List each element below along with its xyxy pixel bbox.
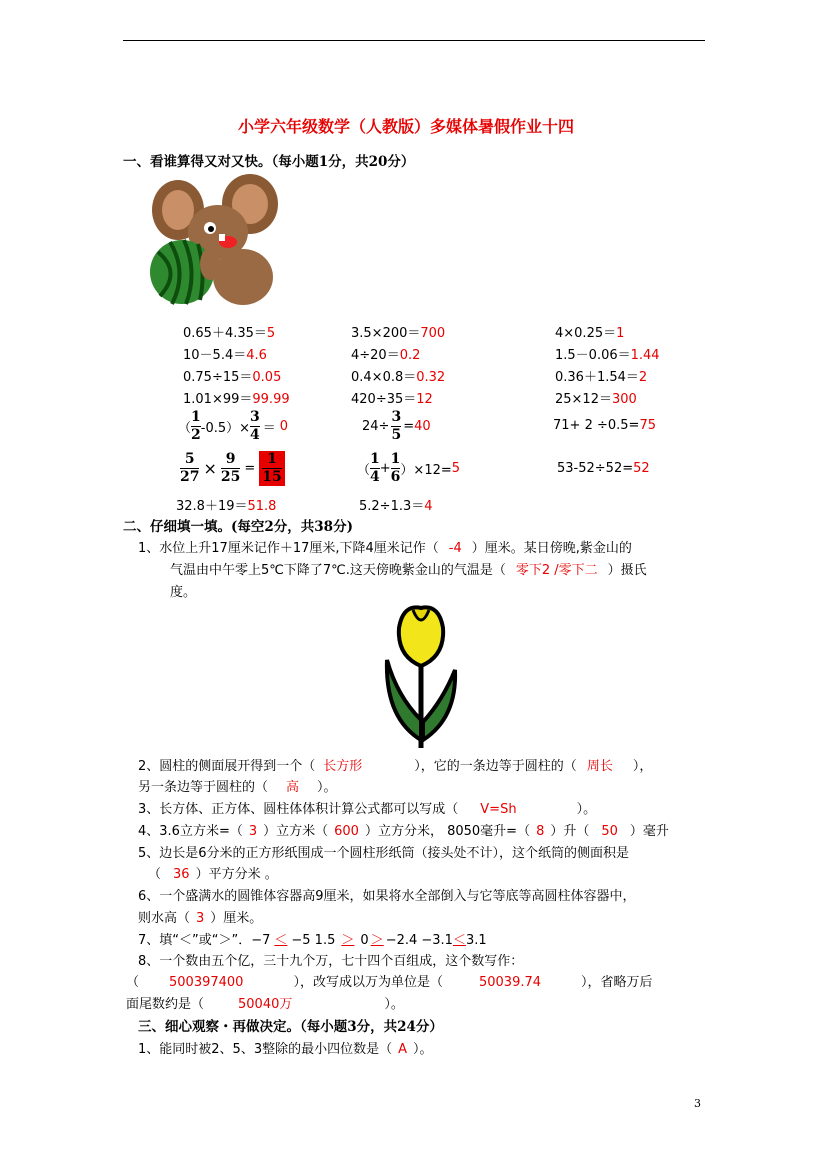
calc-item: 0.36＋1.54＝2 (555, 370, 648, 385)
header-rule (123, 40, 705, 41)
question-1-line-1: 1、水位上升17厘米记作＋17厘米,下降4厘米记作（ -4 ）厘米。某日傍晚,紫金山的 (138, 541, 632, 556)
calc-item: 0.65＋4.35＝5 (183, 326, 276, 341)
answer-fraction: $\frac{1}{15}$ (259, 451, 284, 486)
calc-item: 1.5－0.06＝1.44 (555, 348, 660, 363)
question-3: 3、长方体、正方体、圆柱体体积计算公式都可以写成（ V=Sh ）。 (138, 802, 597, 817)
section-2-heading: 二、仔细填一填。(每空2分，共38分) (123, 519, 353, 535)
calc-item: 4÷20＝0.2 (351, 348, 421, 363)
calc-item: 25×12＝300 (555, 392, 637, 407)
fraction: $\frac{9}{25}$ (220, 450, 241, 485)
calc-item: 4×0.25＝1 (555, 326, 625, 341)
question-8-line-3: 面尾数约是（ 50040万 ）。 (126, 997, 404, 1012)
calc-item: 10－5.4＝4.6 (183, 348, 267, 363)
calc-item: 5.2÷1.3＝4 (359, 499, 433, 514)
fraction: $\frac{1}{4}$ (370, 450, 380, 485)
question-1-line-3: 度。 (170, 585, 197, 600)
question-7: 7、填“＜”或“＞”．−7 ＜ −5 1.5 ＞ 0 ＞ −2.4 −3.1＜3.1 (138, 933, 487, 948)
section-3-heading: 三、细心观察・再做决定。（每小题3分，共24分） (138, 1019, 443, 1035)
fraction: $\frac{3}{4}$ (250, 408, 260, 443)
section-3-question-1: 1、能同时被2、5、3整除的最小四位数是（ A ）。 (138, 1042, 433, 1057)
question-4: 4、3.6立方米=（ 3 ）立方米（ 600 ）立方分米， 8050毫升=（ 8 ）升（ 50 ）毫升 (138, 824, 669, 839)
calc-item: 1.01×99＝99.99 (183, 392, 290, 407)
calc-item: 0.75÷15＝0.05 (183, 370, 282, 385)
page-number: 3 (694, 1097, 701, 1110)
calc-item: 32.8＋19＝51.8 (176, 499, 277, 514)
page-title: 小学六年级数学（人教版）多媒体暑假作业十四 (238, 117, 575, 136)
question-5-line-2: （ 36 ）平方分米 。 (148, 867, 278, 882)
calc-item: 420÷35＝12 (351, 392, 433, 407)
fraction-calc-item: 24÷ $\frac{3}{5}$ = 40 (362, 408, 431, 443)
question-2-line-2: 另一条边等于圆柱的（ 高 ）。 (138, 780, 337, 795)
section-1-heading: 一、看谁算得又对又快。（每小题1分，共20分） (123, 154, 415, 170)
calc-item: 71+ 2 ÷0.5=75 (553, 418, 656, 433)
question-8-line-2: （ 500397400 ），改写成以万为单位是（ 50039.74 ），省略万后 (126, 975, 653, 990)
fraction-calc-item: （ $\frac{1}{2}$ -0.5）× $\frac{3}{4}$ ＝ 0 (178, 408, 289, 443)
question-2-line-1: 2、圆柱的侧面展开得到一个（ 长方形 ），它的一条边等于圆柱的（ 周长 ）， (138, 759, 653, 774)
fraction: $\frac{1}{2}$ (191, 408, 201, 443)
yellow-tulip-image (383, 600, 463, 750)
question-8-line-1: 8、一个数由五个亿，三十九个万，七十四个百组成，这个数写作： (138, 954, 524, 969)
fraction-calc-item: $\frac{5}{27}$ × $\frac{9}{25}$ = $\frac{1}{15}$ (180, 448, 285, 488)
calc-item: 3.5×200＝700 (351, 326, 446, 341)
question-1-line-2: 气温由中午零上5℃下降了7℃.这天傍晚紫金山的气温是（ 零下2 /零下二 ）摄氏 (170, 563, 647, 578)
question-6-line-2: 则水高（ 3 ）厘米。 (138, 911, 263, 926)
fraction-calc-item: （ $\frac{1}{4}$ + $\frac{1}{6}$ ）×12= 5 (357, 450, 461, 485)
question-5-line-1: 5、边长是6分米的正方形纸围成一个圆柱形纸筒（接头处不计），这个纸筒的侧面积是 (138, 846, 630, 861)
fraction: $\frac{5}{27}$ (180, 450, 200, 485)
calc-item: 0.4×0.8＝0.32 (351, 370, 446, 385)
fraction: $\frac{3}{5}$ (391, 408, 402, 443)
calc-item: 53-52÷52=52 (557, 461, 650, 476)
question-6-line-1: 6、一个盛满水的圆锥体容器高9厘米，如果将水全部倒入与它等底等高圆柱体容器中， (138, 889, 636, 904)
mouse-with-watermelon-image (148, 172, 280, 312)
fraction: $\frac{1}{6}$ (390, 450, 401, 485)
